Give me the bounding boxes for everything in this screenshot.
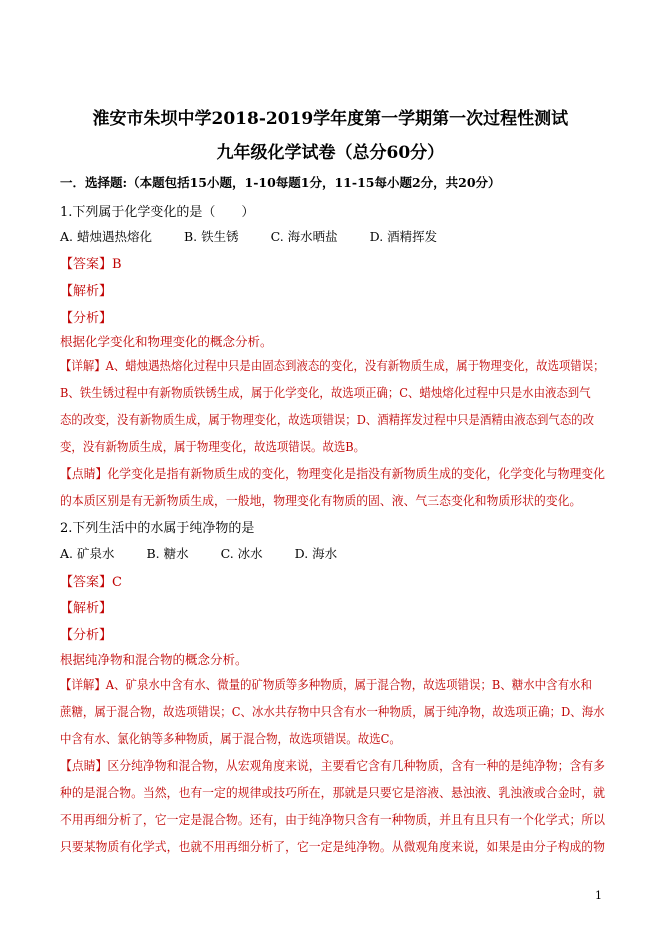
analysis-label: 【解析】 (60, 284, 113, 299)
answer-label: 【答案】C (60, 575, 122, 590)
point-line: 【点睛】区分纯净物和混合物，从宏观角度来说，主要看它含有几种物质，含有一种的是纯净物；含有多 (60, 758, 606, 773)
point-line: 种的是混合物。当然，也有一定的规律或技巧所在，那就是只要它是溶液、悬浊液、乳浊液或合金时，就 (60, 785, 606, 800)
detail-line: B、铁生锈过程中有新物质铁锈生成，属于化学变化，故选项正确；C、蜡烛熔化过程中只是水由液态到气 (60, 385, 591, 400)
detail-line: 【详解】A、矿泉水中含有水、微量的矿物质等多种物质，属于混合物，故选项错误；B、糖水中含有水和 (60, 677, 592, 692)
detail-block (60, 671, 655, 752)
breakdown-label: 【分析】 (60, 628, 113, 643)
analysis-label: 【解析】 (60, 601, 113, 616)
point-block (60, 460, 635, 514)
detail-line: 态的改变，没有新物质生成，属于物理变化，故选项错误；D、酒精挥发过程中只是酒精由液态到气态的改 (60, 412, 595, 427)
option-c: C. 冰水 (220, 546, 263, 561)
answer-label: 【答案】B (60, 257, 122, 272)
page-number: 1 (595, 889, 602, 902)
detail-line: 变，没有新物质生成，属于物理变化，故选项错误。故选B。 (60, 439, 366, 454)
option-c: C. 海水晒盐 (270, 229, 338, 244)
point-line: 【点睛】化学变化是指有新物质生成的变化，物理变化是指没有新物质生成的变化，化学变化与物理变化 (60, 466, 606, 481)
point-line: 只要某物质有化学式，也就不用再细分析了，它一定是纯净物。从微观角度来说，如果是由分子构成的物 (60, 839, 606, 854)
option-b: B. 铁生锈 (183, 229, 239, 244)
breakdown-text: 根据纯净物和混合物的概念分析。 (60, 652, 248, 667)
question-1-options (60, 227, 465, 245)
breakdown-label: 【分析】 (60, 311, 113, 326)
option-d: D. 海水 (294, 546, 338, 561)
detail-block (60, 352, 657, 460)
point-line: 的本质区别是有无新物质生成，一般地，物理变化有物质的固、液、气三态变化和物质形状的变化。 (60, 493, 582, 508)
option-a: A. 蜡烛遇热熔化 (60, 229, 152, 244)
document-subtitle: 九年级化学试卷（总分60分） (216, 143, 445, 163)
breakdown-text: 根据化学变化和物理变化的概念分析。 (60, 334, 273, 349)
detail-line: 【详解】A、蜡烛遇热熔化过程中只是由固态到液态的变化，没有新物质生成，属于物理变化，故选项错误； (60, 358, 605, 373)
point-line: 不用再细分析了，它一定是混合物。还有，由于纯净物只含有一种物质，并且有且只有一个化学式；所以 (60, 812, 606, 827)
document-title: 淮安市朱坝中学2018-2019学年度第一学期第一次过程性测试 (92, 109, 569, 129)
detail-line: 蔗糖，属于混合物，故选项错误；C、冰水共存物中只含有水一种物质，属于纯净物，故选项正确；D、海水 (60, 704, 605, 719)
option-a: A. 矿泉水 (60, 546, 115, 561)
option-b: B. 糖水 (146, 546, 189, 561)
question-2: 2.下列生活中的水属于纯净物的是 (60, 521, 255, 536)
question-1: 1.下列属于化学变化的是（ ） (60, 205, 255, 220)
question-2-options (60, 544, 365, 562)
detail-line: 中含有水、氯化钠等多种物质，属于混合物，故选项错误。故选C。 (60, 731, 401, 746)
option-d: D. 酒精挥发 (369, 229, 438, 244)
section-heading: 一．选择题:（本题包括15小题，1-10每题1分，11-15每小题2分，共20分） (60, 175, 501, 190)
point-block (60, 752, 635, 860)
